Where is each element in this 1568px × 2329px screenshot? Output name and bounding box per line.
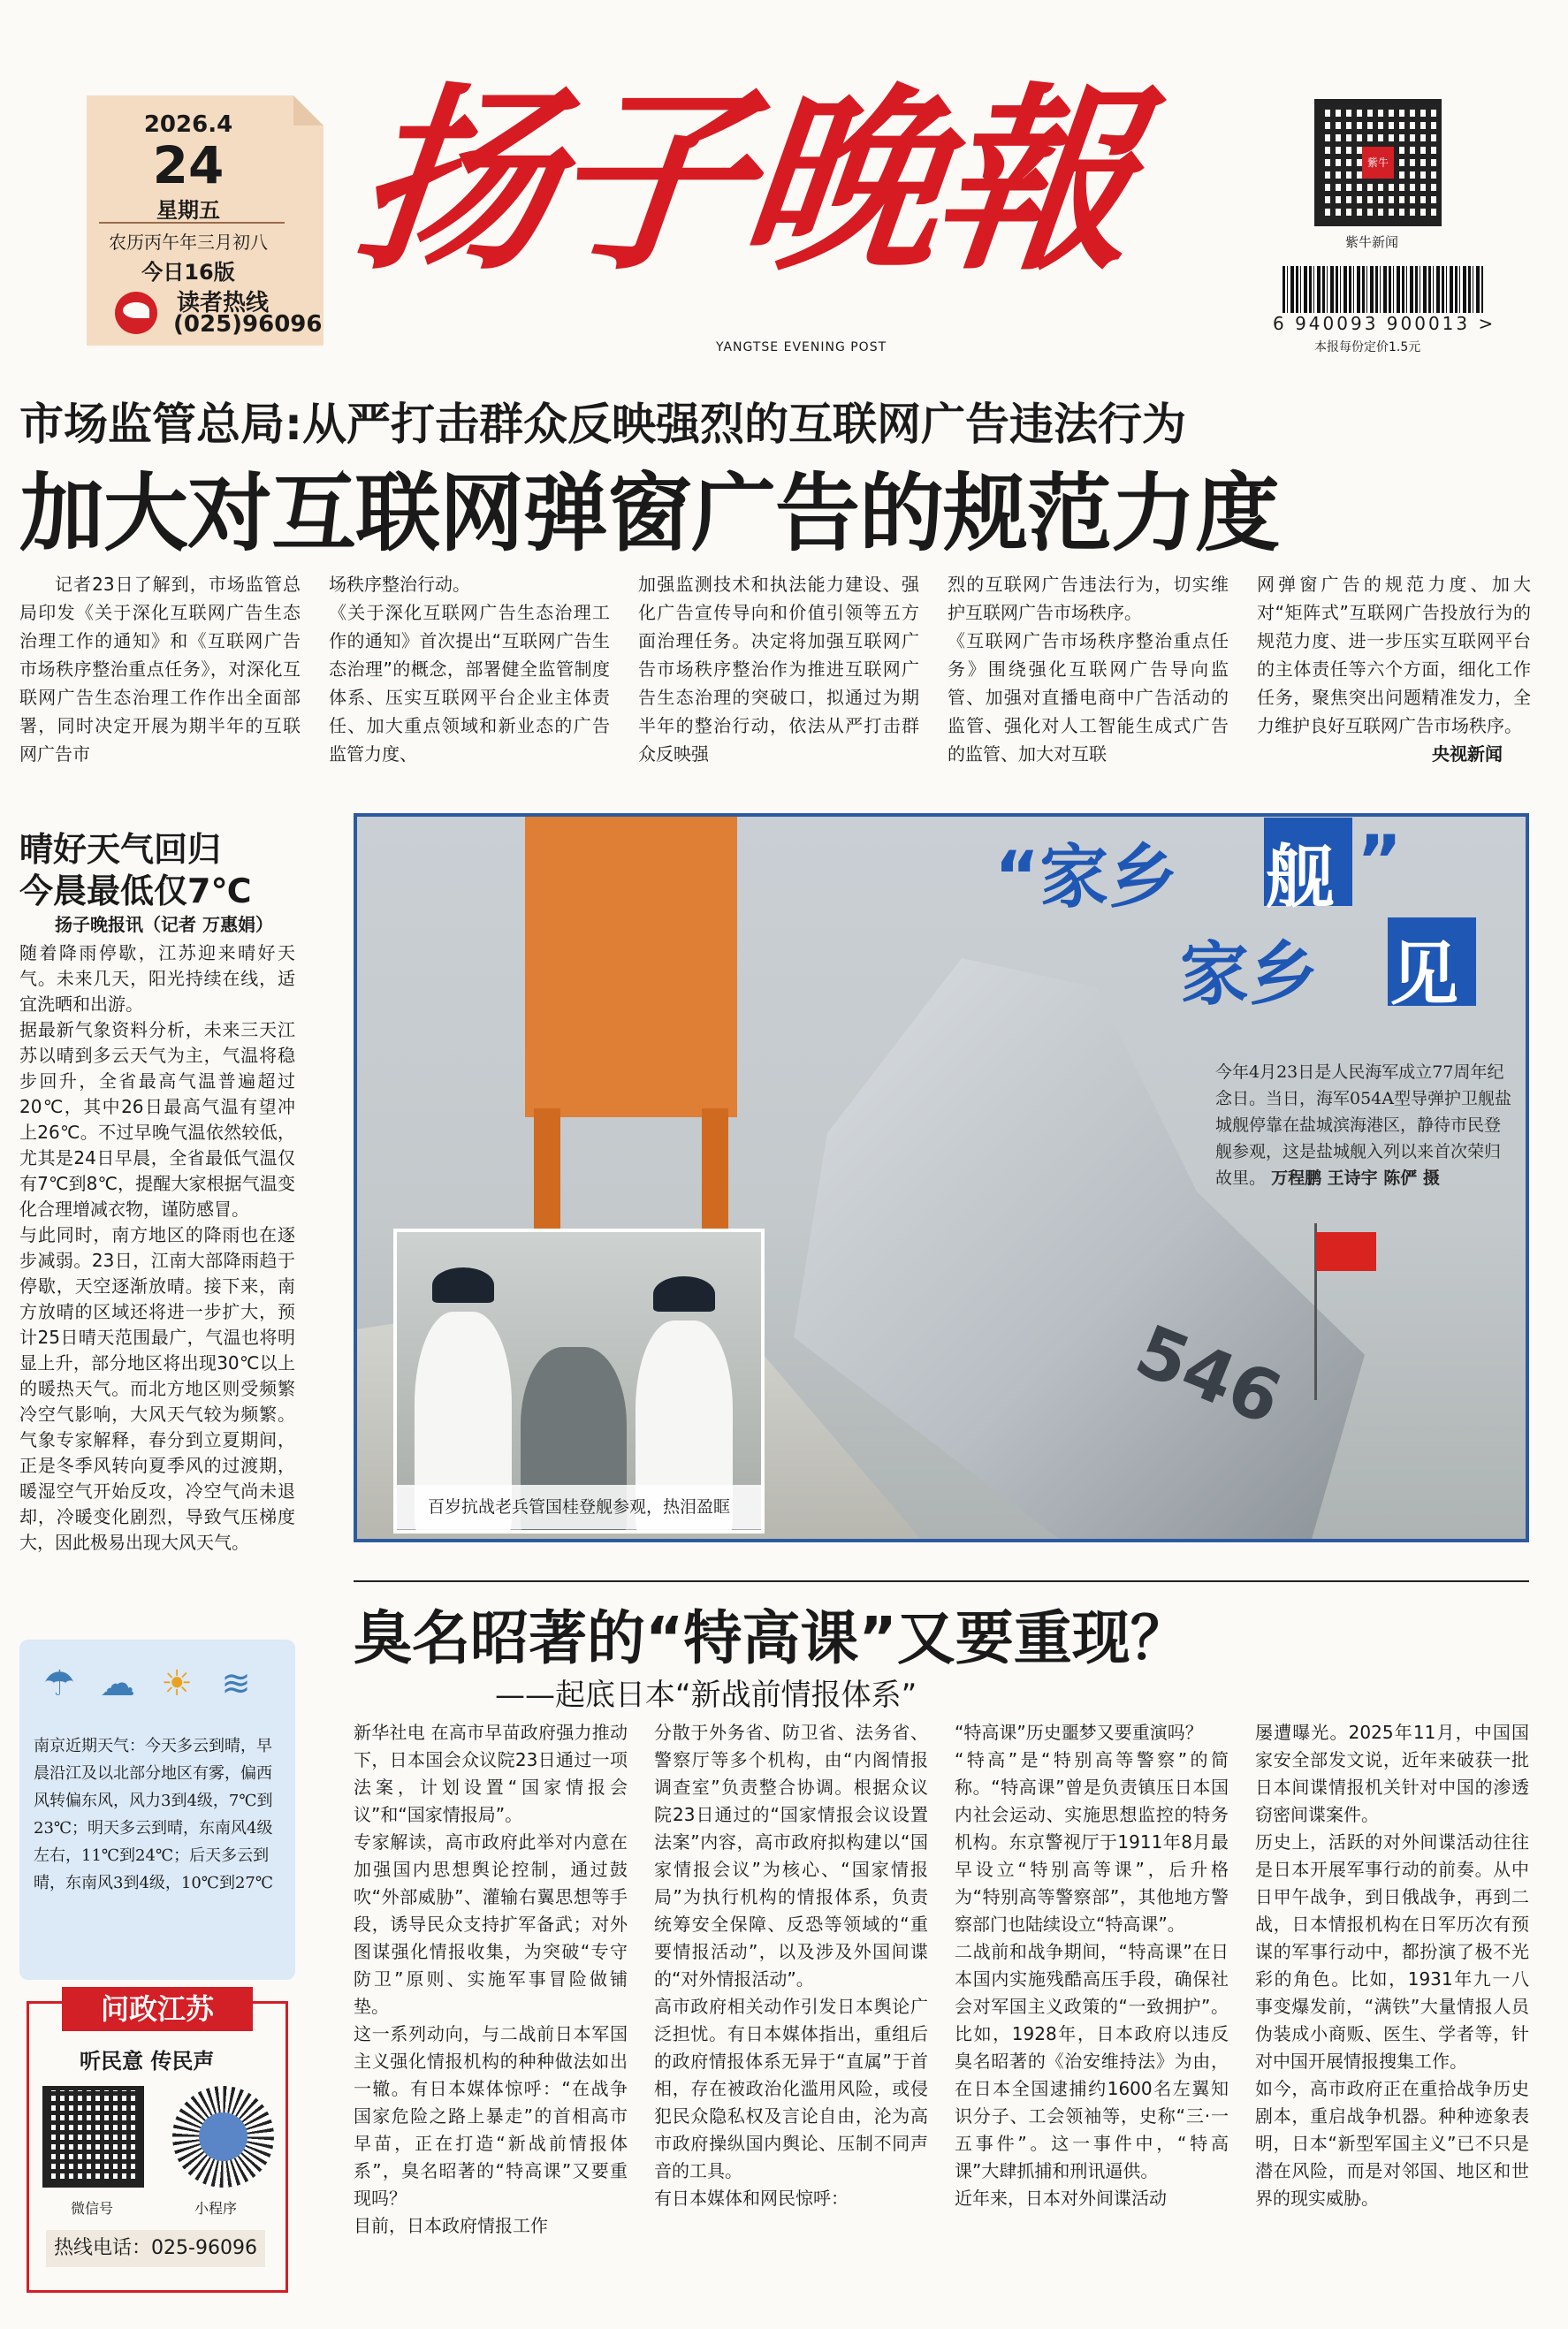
photo-title-line-1: “家乡 — [994, 838, 1178, 917]
phone-logo-icon — [115, 292, 157, 334]
second-column-3: “特高课”历史噩梦又要重演吗？ “特高”是“特别高等警察”的简称。“特高课”曾是负责镇压日本国内社会运动、实施思想监控的特务机构。东京警视厅于1911年8月最早设立“特别高等课”，后升格为“特别高等警察部”，其他地方警察部门也陆续设立“特高课”。 二战前和战争期间，“特高课”在日本国内实施残酷高压手段，确保社会对军国主义政策的“一致拥护”。比如，1928年，日本政府以违反臭名昭著的《治安维持法》为由，在日本全国逮捕约1600名左翼知识分子、工会领袖等，史称“三·一五事件”。这一事件中，“特高课”大肆抓捕和刑讯逼供。 近年来，日本对外间谍活动 — [955, 1722, 1229, 2209]
date-divider — [99, 222, 285, 224]
photo-caption — [1215, 1059, 1511, 1191]
weather-byline: 扬子晚报讯（记者 万惠娟） — [55, 914, 273, 935]
second-subhead: ——起底日本“新战前情报体系” — [495, 1678, 917, 1713]
masthead-english: YANGTSE EVENING POST — [716, 340, 887, 354]
photo-title-line-2: 家乡 — [1180, 935, 1319, 1015]
wind-icon: ≋ — [221, 1663, 251, 1704]
section-divider — [354, 1580, 1529, 1582]
corner-fold — [293, 95, 323, 126]
second-column-4: 屡遭曝光。2025年11月，中国国家安全部发文说，近年来破获一批日本间谍情报机关针对中国的渗透窃密间谍案件。 历史上，活跃的对外间谍活动往往是日本开展军事行动的前奏。从中日甲午战争，到日俄战争，再到二战，日本情报机构在日军历次有预谋的军事行动中，都扮演了极不光彩的角色。比如，1931年九一八事变爆发前，“满铁”大量情报人员伪装成小商贩、医生、学者等，针对中国开展情报搜集工作。 如今，高市政府正在重拾战争历史剧本，重启战争机器。种种迹象表明，日本“新型军国主义”已不只是潜在风险，而是对邻国、地区和世界的现实威胁。 — [1255, 1722, 1529, 2209]
second-column-2: 分散于外务省、防卫省、法务省、警察厅等多个机构，由“内阁情报调查室”负责整合协调。根据众议院23日通过的“国家情报会议设置法案”内容，高市政府拟构建以“国家情报会议”为核心、“国家情报局”为执行机构的情报体系，负责统筹安全保障、反恐等领域的“重要情报活动”，以及涉及外国间谍的“对外情报活动”。 高市政府相关动作引发日本舆论广泛担忧。有日本媒体指出，重组后的政府情报体系无异于“直属”于首相，存在被政治化滥用风险，或侵犯民众隐私权及言论自由，沦为高市政府操纵国内舆论、压制不同声音的工具。 有日本媒体和网民惊呼： — [654, 1722, 928, 2209]
weather-forecast: 南京近期天气：今天多云到晴，早晨沿江及以北部分地区有雾，偏西风转偏东风，风力3到4级，7℃到23℃；明天多云到晴，东南风4级左右，11℃到24℃；后天多云到晴，东南风3到4级，10℃到27℃ — [34, 1737, 273, 1892]
hotline-label: 读者热线 — [177, 290, 270, 316]
zuniu-qr-code[interactable] — [1314, 99, 1442, 226]
lunar-date: 农历丙午年三月初八 — [109, 232, 268, 253]
edition-count: 今日16版 — [141, 260, 235, 285]
date-weekday: 星期五 — [156, 198, 220, 223]
wechat-qr-code[interactable] — [42, 2086, 144, 2188]
weather-headline-1[interactable]: 晴好天气回归 — [19, 830, 222, 869]
lead-column-2: 场秩序整治行动。 《关于深化互联网广告生态治理工作的通知》首次提出“互联网广告生态治理”的概念，部署健全监管制度体系、压实互联网平台企业主体责任、加大重点领域和新业态的广告监管力度、 — [329, 574, 610, 765]
second-column-1: 新华社电 在高市早苗政府强力推动下，日本国会众议院23日通过一项法案，计划设置“国家情报会议”和“国家情报局”。 专家解读，高市政府此举对内意在加强国内思想舆论控制，通过鼓吹“外部威胁”、灌输右翼思想等手段，诱导民众支持扩军备武；对外图谋强化情报收集，为突破“专守防卫”原则、实施军事冒险做铺垫。 这一系列动向，与二战前日本军国主义强化情报机构的种种做法如出一辙。有日本媒体惊呼：“在战争国家危险之路上暴走”的首相高市早苗，正在打造“新战前情报体系”，臭名昭著的“特高课”又要重现吗？ 目前，日本政府情报工作 — [354, 1722, 628, 2236]
sailor-cap — [432, 1267, 494, 1303]
price-note: 本报每份定价1.5元 — [1314, 340, 1421, 354]
inset-caption: 百岁抗战老兵管国桂登舰参观，热泪盈眶 — [397, 1485, 761, 1529]
hull-number: 546 — [1124, 1309, 1293, 1441]
photo-title-highlight-2: 见 — [1389, 935, 1459, 1015]
sailor-cap — [653, 1276, 715, 1312]
second-headline[interactable]: 臭名昭著的“特高课”又要重现？ — [354, 1604, 1189, 1672]
barcode-digits: 6 940093 900013 > — [1273, 313, 1496, 334]
sun-icon: ☀ — [161, 1663, 193, 1704]
lead-column-4: 烈的互联网广告违法行为，切实维护互联网广告市场秩序。 《互联网广告市场秩序整治重点任务》围绕强化互联网广告导向监管、加强对直播电商中广告活动的监管、强化对人工智能生成式广告的监管、加大对互联 — [948, 574, 1229, 765]
qr-caption: 紫牛新闻 — [1345, 234, 1399, 250]
lead-source: 央视新闻 — [1432, 743, 1503, 765]
lead-column-1: 记者23日了解到，市场监管总局印发《关于深化互联网广告生态治理工作的通知》和《互联网广告市场秩序整治重点任务》，对深化互联网广告生态治理工作作出全面部署，同时决定开展为期半年的互联网广告市 — [19, 574, 301, 765]
date-day: 24 — [152, 135, 225, 195]
rain-icon: ☂ — [43, 1663, 75, 1704]
wenzheng-slogan: 听民意 传民声 — [80, 2049, 215, 2074]
national-flag — [1316, 1232, 1376, 1271]
lead-headline[interactable]: 加大对互联网弹窗广告的规范力度 — [19, 464, 1279, 563]
lead-column-3: 加强监测技术和执法能力建设、强化广告宣传导向和价值引领等五方面治理任务。决定将加强互联网广告市场秩序整治作为推进互联网广告生态治理的突破口，拟通过为期半年的整治行动，依法从严打击群众反映强 — [638, 574, 919, 765]
cloud-rain-icon: ☁ — [100, 1663, 135, 1704]
weather-body: 随着降雨停歇，江苏迎来晴好天气。未来几天，阳光持续在线，适宜洗晒和出游。 据最新气象资料分析，未来三天江苏以晴到多云天气为主，气温将稳步回升，全省最高气温普遍超过20℃，其中26日最高气温有望冲上26℃。不过早晚气温依然较低，尤其是24日早晨，全省最低气温仅有7℃到8℃，提醒大家根据气温变化合理增减衣物，谨防感冒。 与此同时，南方地区的降雨也在逐步减弱。23日，江南大部降雨趋于停歇，天空逐渐放晴。接下来，南方放晴的区域还将进一步扩大，预计25日晴天范围最广，气温也将明显上升，部分地区将出现30℃以上的暖热天气。而北方地区则受频繁冷空气影响，大风天气较为频繁。气象专家解释，春分到立夏期间，正是冬季风转向夏季风的过渡期，暖湿空气开始反攻，冷空气尚未退却，冷暖变化剧烈，导致气压梯度大，因此极易出现大风天气。 — [19, 942, 295, 1553]
weather-headline-2[interactable]: 今晨最低仅7℃ — [19, 871, 252, 910]
lead-column-5: 网弹窗广告的规范力度、加大对“矩阵式”互联网广告投放行为的规范力度、进一步压实互联网平台的主体责任等六个方面，细化工作任务，聚焦突出问题精准发力，全力维护良好互联网广告市场秩序。 — [1257, 574, 1531, 736]
masthead-logo: 扬子晚報 — [346, 65, 1141, 297]
mini-program-caption: 小程序 — [194, 2200, 238, 2217]
wenzheng-title: 问政江苏 — [62, 1987, 253, 2031]
harbor-crane — [525, 817, 737, 1117]
photo-title-quote: ” — [1357, 822, 1403, 902]
hotline-number[interactable]: (025)96096 — [173, 311, 323, 338]
lead-subhead: 市场监管总局:从严打击群众反映强烈的互联网广告违法行为 — [19, 399, 1186, 450]
photo-credit: 万程鹏 王诗宇 陈俨 摄 — [1271, 1168, 1440, 1188]
photo-caption-text: 今年4月23日是人民海军成立77周年纪念日。当日，海军054A型导弹护卫舰盐城舰停靠在盐城滨海港区，静待市民登舰参观，这是盐城舰入列以来首次荣归故里。 — [1215, 1062, 1511, 1188]
mini-program-code[interactable] — [172, 2086, 274, 2188]
date-year-month: 2026.4 — [143, 111, 233, 138]
wechat-caption: 微信号 — [71, 2200, 114, 2217]
photo-title-highlight-1: 舰 — [1266, 838, 1336, 917]
wenzheng-hotline[interactable]: 热线电话：025-96096 — [46, 2230, 265, 2267]
